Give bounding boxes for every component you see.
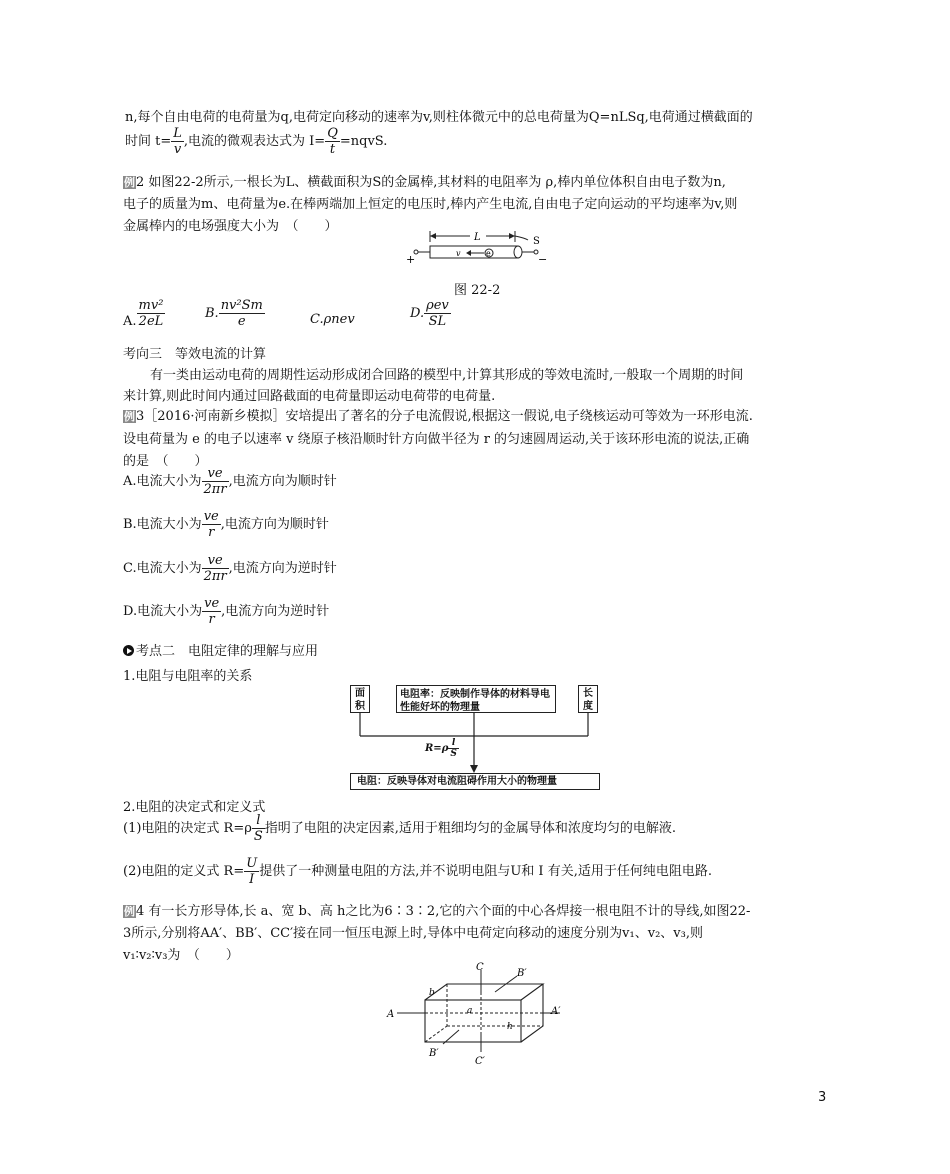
fraction: $\frac{l}{S}$ — [253, 813, 263, 844]
option-c: C.ρnev — [310, 312, 355, 327]
label-a: a — [467, 1006, 473, 1016]
text: 考点二 电阻定律的理解与应用 — [136, 644, 319, 659]
label-C-prime: C′ — [475, 1056, 485, 1065]
label-L: L — [474, 232, 481, 243]
label-b: b — [429, 988, 435, 998]
text: (2)电阻的定义式 R= — [123, 864, 245, 879]
text: ,电流方向为逆时针 — [221, 604, 330, 619]
figure-caption: 图 22-2 — [454, 283, 501, 298]
label: B. — [205, 306, 219, 321]
fraction: $\frac{ve}{r}$ — [204, 596, 220, 627]
option-d — [410, 298, 451, 329]
minus-sign: − — [538, 253, 548, 266]
label-A-prime: A′ — [551, 1006, 561, 1017]
box-length: 长度 — [578, 685, 598, 713]
paragraph-line: 有一类由运动电荷的周期性运动形成闭合回路的模型中,计算其形成的等效电流时,一般取一个周期的时间 — [150, 368, 744, 383]
box-resistivity: 电阻率：反映制作导体的材料导电性能好坏的物理量 — [396, 685, 556, 713]
label-B-prime-bottom: B′ — [429, 1048, 439, 1059]
label-h: h — [507, 1022, 513, 1032]
section-heading — [123, 640, 318, 659]
text: 4 有一长方形导体,长 a、宽 b、高 h之比为6∶3∶2,它的六个面的中心各焊接一根电阻不计的导线,如图22- — [136, 904, 751, 919]
play-icon — [123, 645, 134, 656]
subheading: 1.电阻与电阻率的关系 — [123, 669, 253, 684]
item-2 — [123, 856, 712, 887]
figure-22-2-rod — [400, 228, 560, 268]
figure-22-3-box — [385, 960, 575, 1065]
example-2-line: 金属棒内的电场强度大小为 （ ） — [123, 219, 338, 234]
example-3-line: 设电荷量为 e 的电子以速率 v 绕原子核沿顺时针方向做半径为 r 的匀速圆周运动,关于该环形电流的说法,正确 — [123, 432, 750, 447]
text: 指明了电阻的决定因素,适用于粗细均匀的金属导体和浓度均匀的电解液. — [264, 821, 677, 836]
label: A. — [123, 314, 137, 329]
label-A: A — [387, 1009, 395, 1020]
para-line: n,每个自由电荷的电荷量为q,电荷定向移动的速率为v,则柱体微元中的总电荷量为Q=nLSq,电荷通过横截面的 — [125, 110, 753, 125]
example-4-line — [123, 900, 750, 919]
text: ,电流方向为顺时针 — [220, 517, 329, 532]
example-tag: 例 — [124, 905, 135, 918]
box-resistance: 电阻：反映导体对电流阻碍作用大小的物理量 — [350, 773, 600, 790]
fraction: $\frac{l}{S}$ — [450, 738, 457, 759]
text: 3［2016·河南新乡模拟］安培提出了著名的分子电流假说,根据这一假说,电子绕核运动可等效为一环形电流. — [136, 409, 753, 424]
example-3-line: 的是 （ ） — [123, 454, 208, 469]
ex3-option-a — [123, 466, 337, 497]
example-4-line: v₁∶v₂∶v₃为 （ ） — [123, 948, 239, 963]
label-B-prime-top: B′ — [517, 968, 527, 979]
text: R=ρ — [425, 743, 449, 754]
fraction: $\frac{Q}{t}$ — [327, 126, 338, 157]
text: =nqvS. — [339, 134, 388, 149]
fraction: $\frac{\text{ρev}}{SL}$ — [426, 298, 449, 329]
text: ,电流方向为顺时针 — [228, 474, 337, 489]
fraction: $\frac{ve}{2\pi r}$ — [203, 466, 227, 497]
text: 2 如图22-2所示,一根长为L、横截面积为S的金属棒,其材料的电阻率为 ρ,棒内单位体积自由电子数为n, — [136, 175, 726, 190]
ex3-option-d — [123, 596, 329, 627]
option-a — [123, 298, 165, 329]
ex3-option-b — [123, 509, 329, 540]
formula-r — [425, 738, 459, 759]
fraction: $\frac{ve}{r}$ — [203, 509, 219, 540]
plus-sign: + — [406, 253, 416, 266]
text: C.电流大小为 — [123, 561, 202, 576]
text: (1)电阻的决定式 R=ρ — [123, 821, 252, 836]
label-v: v — [456, 249, 461, 258]
paragraph-line: 来计算,则此时间内通过回路截面的电荷量即运动电荷带的电荷量. — [123, 389, 496, 404]
option-b — [205, 298, 265, 329]
example-2-line — [123, 171, 726, 190]
para-line — [125, 126, 387, 157]
label-e: e — [486, 249, 491, 258]
box-area: 面积 — [350, 685, 370, 713]
example-tag: 例 — [124, 176, 135, 189]
example-tag: 例 — [124, 410, 135, 423]
page-number: 3 — [818, 1090, 827, 1105]
text: A.电流大小为 — [123, 474, 202, 489]
section-title: 考向三 等效电流的计算 — [123, 347, 267, 362]
example-2-line: 电子的质量为m、电荷量为e.在棒两端加上恒定的电压时,棒内产生电流,自由电子定向运动的平均速率为v,则 — [123, 197, 738, 212]
text: D.电流大小为 — [123, 604, 203, 619]
text: B.电流大小为 — [123, 517, 202, 532]
item-1 — [123, 813, 676, 844]
diagram-connectors — [340, 712, 610, 774]
text: ,电流方向为逆时针 — [228, 561, 337, 576]
fraction: $\frac{L}{v}$ — [173, 126, 182, 157]
fraction: $\frac{\text{mv²}}{2eL}$ — [138, 298, 164, 329]
text: 时间 t= — [125, 134, 172, 149]
subheading: 2.电阻的决定式和定义式 — [123, 800, 266, 815]
text: ,电流的微观表达式为 I= — [183, 134, 326, 149]
ex3-option-c — [123, 553, 337, 584]
label: D. — [410, 306, 425, 321]
text: 提供了一种测量电阻的方法,并不说明电阻与U和 I 有关,适用于任何纯电阻电路. — [259, 864, 712, 879]
fraction: $\frac{ve}{2\pi r}$ — [203, 553, 227, 584]
fraction: $\frac{U}{I}$ — [246, 856, 258, 887]
example-4-line: 3所示,分别将AA′、BB′、CC′接在同一恒压电源上时,导体中电荷定向移动的速度分别为v₁、v₂、v₃,则 — [123, 926, 703, 941]
label-S: S — [533, 236, 540, 247]
label-C: C — [476, 962, 484, 973]
fraction: $\frac{\text{nv²Sm}}{e}$ — [220, 298, 263, 329]
example-3-line — [123, 405, 753, 424]
